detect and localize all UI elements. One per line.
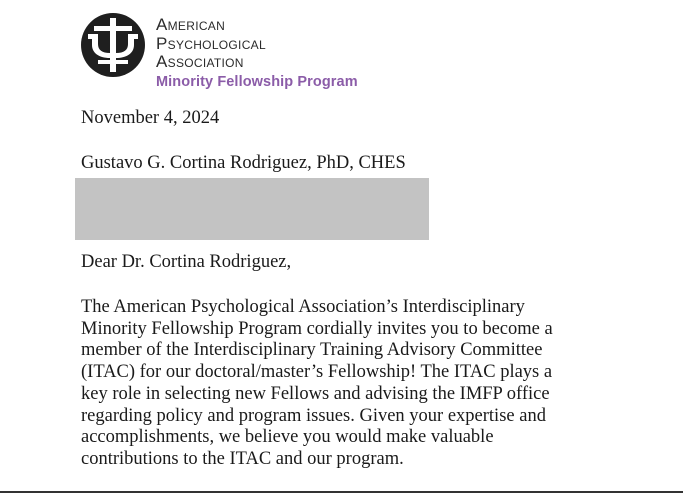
body-line: member of the Interdisciplinary Training Advisory Committee xyxy=(81,340,543,361)
org-name-line-2: Psychological xyxy=(156,33,266,53)
body-line: The American Psychological Association’s Interdisciplinary xyxy=(81,297,525,317)
salutation: Dear Dr. Cortina Rodriguez, xyxy=(81,252,292,272)
page-edge-divider xyxy=(0,491,683,493)
recipient-name: Gustavo G. Cortina Rodriguez, PhD, CHES xyxy=(81,153,406,173)
body-line: contributions to the ITAC and our program. xyxy=(81,448,404,469)
body-line: accomplishments, we believe you would make valuable xyxy=(81,427,494,448)
apa-psi-logo-icon xyxy=(80,12,146,78)
letter-date: November 4, 2024 xyxy=(81,108,220,128)
program-name: Minority Fellowship Program xyxy=(156,74,358,90)
org-name-line-1: American xyxy=(156,15,226,34)
body-line: Minority Fellowship Program cordially invites you to become a xyxy=(81,318,553,339)
body-line: key role in selecting new Fellows and advising the IMFP office xyxy=(81,383,550,404)
redacted-address-block xyxy=(75,178,429,240)
organization-name xyxy=(156,16,266,72)
body-line: (ITAC) for our doctoral/master’s Fellowship! The ITAC plays a xyxy=(81,362,553,383)
body-line: regarding policy and program issues. Given your expertise and xyxy=(81,405,546,426)
org-name-line-3: Association xyxy=(156,52,244,71)
letter-body xyxy=(81,297,641,471)
